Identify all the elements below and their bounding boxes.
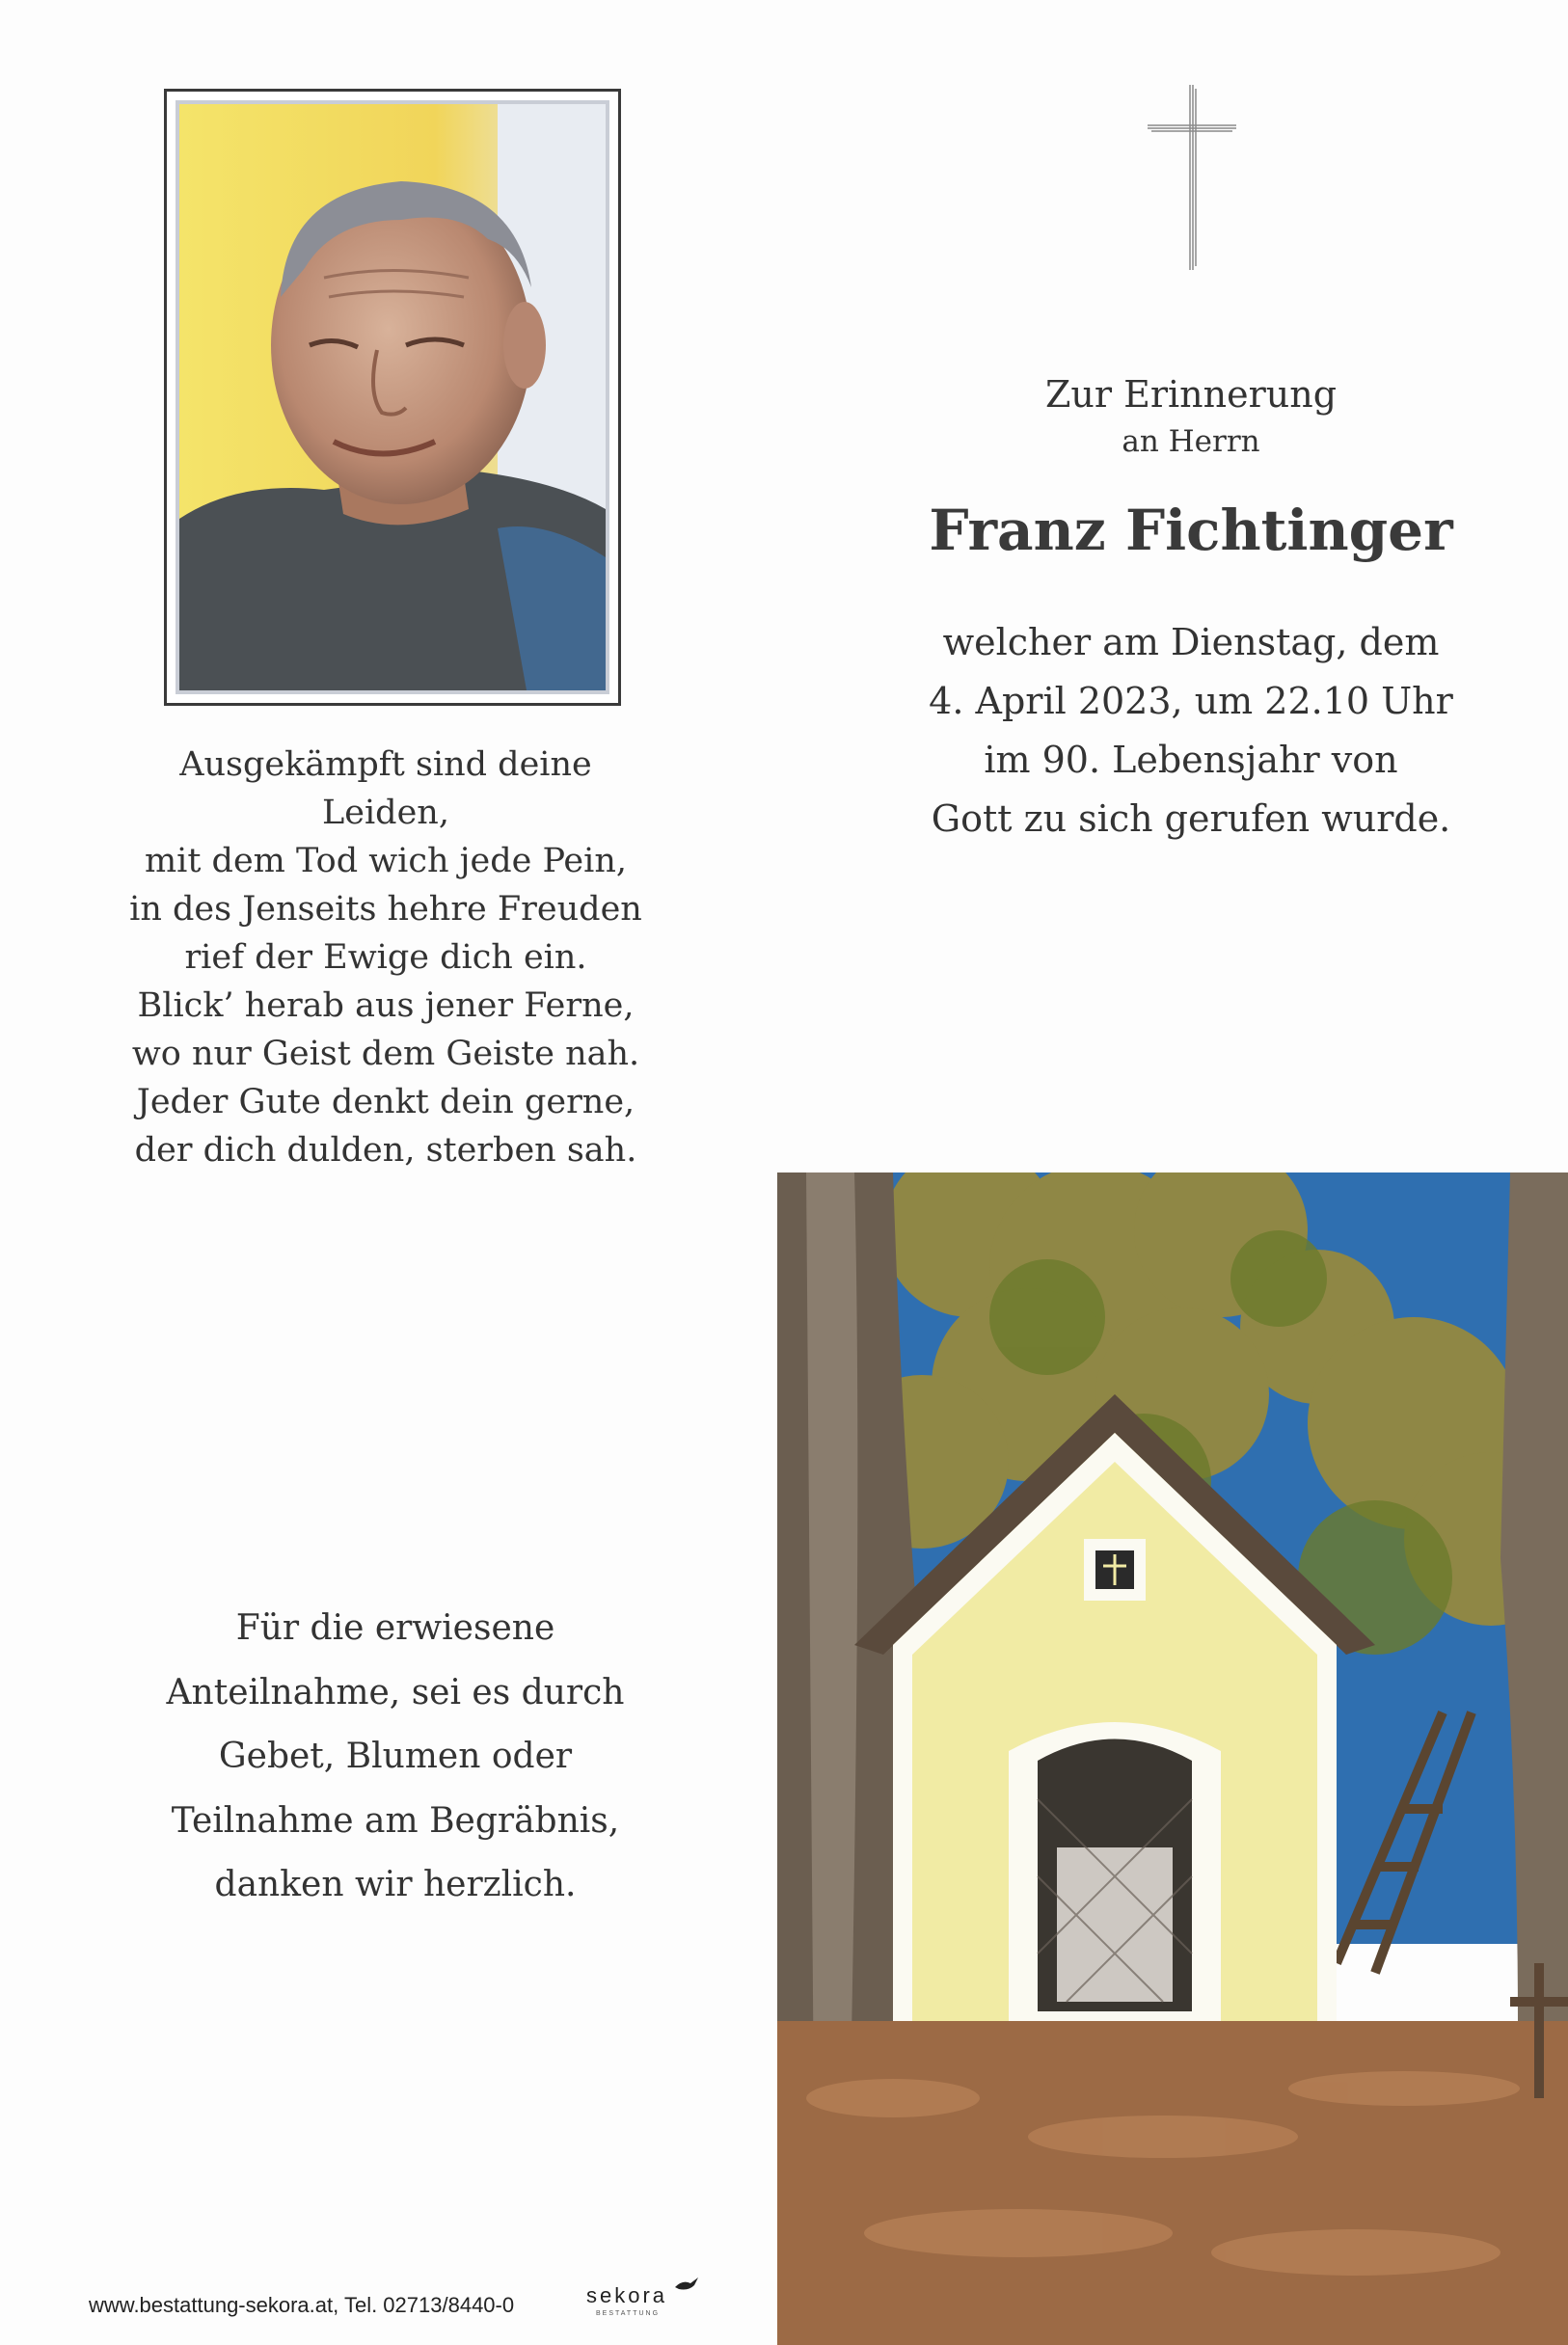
detail-line: Gott zu sich gerufen wurde. xyxy=(931,797,1451,840)
poem-line: Jeder Gute denkt dein gerne, xyxy=(136,1083,635,1121)
bird-logo-icon xyxy=(673,2276,700,2299)
thanks-line: Gebet, Blumen oder xyxy=(218,1737,573,1776)
thanks-line: danken wir herzlich. xyxy=(214,1865,577,1904)
portrait-photo xyxy=(176,100,609,694)
poem-line: mit dem Tod wich jede Pein, xyxy=(144,842,627,880)
thanks-line: Teilnahme am Begräbnis, xyxy=(171,1800,620,1841)
brand-logo-text: sekora xyxy=(586,2283,668,2307)
thanks-line: Für die erwiesene xyxy=(235,1608,555,1648)
deceased-name: Franz Fichtinger xyxy=(929,498,1453,563)
poem-line: in des Jenseits hehre Freuden xyxy=(129,890,642,929)
poem xyxy=(116,741,656,1174)
portrait-frame xyxy=(164,89,621,706)
poem-line: der dich dulden, sterben sah. xyxy=(134,1131,637,1170)
footer-contact: www.bestattung-sekora.at, Tel. 02713/8440-0 xyxy=(89,2293,515,2317)
chapel-photo xyxy=(777,1172,1568,2345)
poem-line: Ausgekämpft sind deine Leiden, xyxy=(179,745,592,832)
memorial-details xyxy=(849,613,1533,849)
memorial-salutation: an Herrn xyxy=(1122,424,1260,459)
detail-line: welcher am Dienstag, dem xyxy=(942,621,1440,663)
poem-line: Blick’ herab aus jener Ferne, xyxy=(137,986,635,1025)
detail-line: im 90. Lebensjahr von xyxy=(984,739,1398,781)
memorial-intro: Zur Erinnerung xyxy=(1044,373,1338,416)
cross-icon xyxy=(1144,83,1240,276)
poem-line: rief der Ewige dich ein. xyxy=(184,938,587,977)
detail-line: 4. April 2023, um 22.10 Uhr xyxy=(929,680,1453,722)
memorial-text xyxy=(849,370,1533,849)
thanks-text xyxy=(135,1597,656,1918)
brand-logo-subtext: BESTATTUNG xyxy=(596,2310,661,2317)
thanks-line: Anteilnahme, sei es durch xyxy=(166,1672,625,1712)
poem-line: wo nur Geist dem Geiste nah. xyxy=(131,1035,640,1073)
